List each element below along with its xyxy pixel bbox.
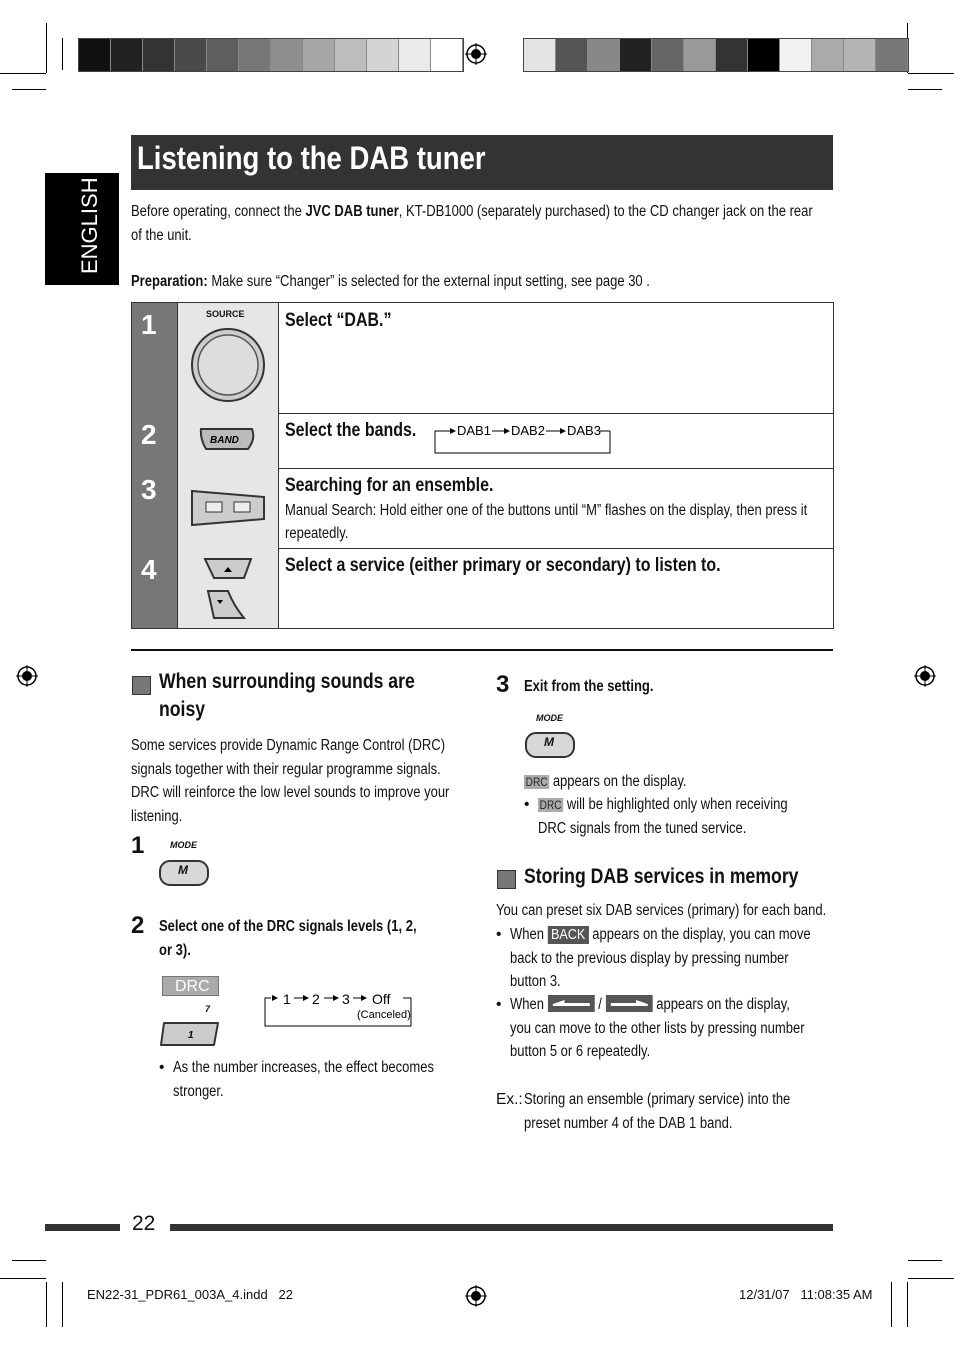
footer-filename: EN22-31_PDR61_003A_4.indd 22 [87,1287,293,1302]
drc-level-label: 1 [283,991,291,1007]
down-button-icon[interactable] [204,588,248,622]
drc-step-number: 3 [496,671,510,698]
drc-heading [159,670,464,722]
color-swatch [303,39,335,71]
drc-chip: DRC [525,775,548,789]
crop-mark [908,1260,942,1261]
drc-level-cycle-diagram [263,990,413,1028]
language-tab-label: ENGLISH [77,177,102,274]
color-swatch [812,39,844,71]
prev-list-arrow-icon [548,995,595,1012]
color-swatch [716,39,748,71]
step-number: 3 [132,468,177,548]
page-title: Listening to the DAB tuner [137,140,486,176]
page-number: 22 [132,1212,156,1235]
color-swatch [556,39,588,71]
intro-paragraph [131,200,851,247]
color-swatch [652,39,684,71]
svg-text:1: 1 [188,1030,194,1041]
footer-bar-left [45,1224,120,1231]
mode-label: MODE [536,713,563,723]
drc-heading-line: noisy [159,698,206,721]
step-number: 2 [132,413,177,468]
drc-level-label: Off [372,991,391,1007]
source-knob-icon[interactable] [189,325,267,405]
color-swatch [207,39,239,71]
step-title: Select “DAB.” [285,310,392,331]
drc-step2-text [159,915,466,962]
drc-intro-line: listening. [131,807,183,825]
intro-text: Before operating, connect the [131,203,306,220]
color-swatch [111,39,143,71]
drc-intro-line: signals together with their regular programme signals. [131,760,441,778]
color-swatch [239,39,271,71]
crop-mark [908,89,942,90]
step-title: Select the bands. [285,420,417,441]
section-marker-icon [497,870,516,889]
source-label: SOURCE [206,309,245,319]
color-swatch [684,39,716,71]
step-row [132,413,833,469]
drc-step2-line: or 3). [159,941,191,959]
preparation-label: Preparation: [131,273,208,290]
step-row [132,303,833,414]
color-swatch [335,39,367,71]
color-bar-left [78,38,464,72]
crop-mark [62,38,63,70]
band-cycle-diagram [432,423,612,457]
band-button-icon[interactable] [198,425,256,453]
color-swatch [844,39,876,71]
registration-mark-icon [914,665,936,687]
intro-text: of the unit. [131,226,192,244]
intro-text: , KT-DB1000 (separately purchased) to the CD changer jack on the rear [398,203,813,220]
key-small-label: 7 [205,1004,211,1014]
step-icon-cell [177,548,279,628]
band-label: DAB2 [511,423,545,438]
svg-text:BAND: BAND [210,435,239,446]
intro-bold: JVC DAB tuner [305,203,399,220]
color-swatch [399,39,431,71]
registration-mark-icon [465,43,487,65]
drc-bullet-line: As the number increases, the effect becomes [173,1059,435,1076]
preparation-text: Make sure “Changer” is selected for the external input setting, see page 30 . [207,273,650,290]
drc-step-number: 2 [131,912,145,939]
color-swatch [876,39,908,71]
drc-chip: DRC [539,798,562,812]
crop-mark [12,1260,46,1261]
step-row [132,548,833,628]
step-title: Select a service (either primary or secondary) to listen to. [285,555,721,576]
drc-level-label: 2 [312,991,320,1007]
color-swatch [748,39,780,71]
mode-button-icon[interactable]: M [525,732,575,758]
drc-step3-title: Exit from the setting. [524,678,654,695]
drc-heading-line: When surrounding sounds are [159,670,415,693]
memory-intro: You can preset six DAB services (primary) for each band. [496,902,827,919]
crop-mark [12,89,46,90]
footer-timestamp: 12/31/07 11:08:35 AM [739,1287,873,1302]
drc-step2-line: Select one of the DRC signals levels (1, 2, [159,918,417,935]
seek-buttons-icon[interactable] [190,485,266,531]
crop-mark [0,73,46,74]
up-button-icon[interactable] [202,556,254,582]
crop-mark [46,1282,47,1327]
section-divider [131,649,833,651]
color-swatch [431,39,463,71]
color-swatch [588,39,620,71]
color-swatch [175,39,207,71]
drc-bullet-line: stronger. [173,1082,224,1100]
step-text [285,309,825,334]
color-swatch [524,39,556,71]
drc-highlight-bullet: • DRC will be highlighted only when receiving DRC signals from the tuned service. [524,796,788,837]
step-row [132,468,833,549]
color-swatch [271,39,303,71]
step-icon-cell [177,468,279,548]
drc-bullet: • As the number increases, the effect becomes stronger. [159,1056,484,1103]
color-swatch [367,39,399,71]
color-swatch [620,39,652,71]
number-key-1-icon[interactable] [158,1020,222,1048]
memory-heading: Storing DAB services in memory [524,865,799,888]
crop-mark [62,1282,63,1327]
color-swatch [780,39,812,71]
crop-mark [0,1278,46,1279]
step-icon-cell [177,303,279,413]
drc-appears-line: DRC appears on the display. [525,773,687,790]
mode-button-icon[interactable]: M [159,860,209,886]
drc-intro [131,734,510,828]
crop-mark [907,1282,908,1327]
color-swatch [143,39,175,71]
registration-mark-icon [465,1285,487,1307]
preparation-note [131,270,749,294]
back-display-icon: BACK [548,926,589,944]
step-text [285,554,825,579]
memory-example: Ex.: Storing an ensemble (primary service) into the preset number 4 of the DAB 1 band. [496,1091,791,1132]
band-label: DAB1 [457,423,491,438]
crop-mark [908,1278,954,1279]
drc-step-number: 1 [131,832,145,859]
step-number: 4 [132,548,177,628]
step-body: Manual Search: Hold either one of the buttons until “M” flashes on the display, then press it repeatedly. [285,501,808,542]
band-label: DAB3 [567,423,601,438]
memory-bullet-lists: • When / appears on the display, you can move to the other lists by pressing number button 5 or 6 repeatedly. [496,996,805,1060]
step-text [285,474,825,546]
step-icon-cell [177,413,279,468]
registration-mark-icon [16,665,38,687]
drc-intro-line: DRC will reinforce the low level sounds to improve your [131,784,450,801]
memory-bullet-back: • When BACK appears on the display, you can move back to the previous display by pressing number button 3. [496,926,811,990]
drc-display-icon: DRC [162,976,219,996]
next-list-arrow-icon [606,995,653,1012]
step-title: Searching for an ensemble. [285,475,494,496]
crop-mark [891,1282,892,1327]
crop-mark [908,73,954,74]
step-number: 1 [132,303,177,413]
mode-label: MODE [170,840,197,850]
footer-bar-right [170,1224,833,1231]
crop-mark [46,23,47,73]
color-swatch [79,39,111,71]
color-bar-right [523,38,909,72]
drc-intro-line: Some services provide Dynamic Range Control (DRC) [131,737,446,754]
steps-table [131,302,834,629]
drc-level-label: 3 [342,991,350,1007]
canceled-label: (Canceled) [357,1009,411,1021]
section-marker-icon [132,676,151,695]
